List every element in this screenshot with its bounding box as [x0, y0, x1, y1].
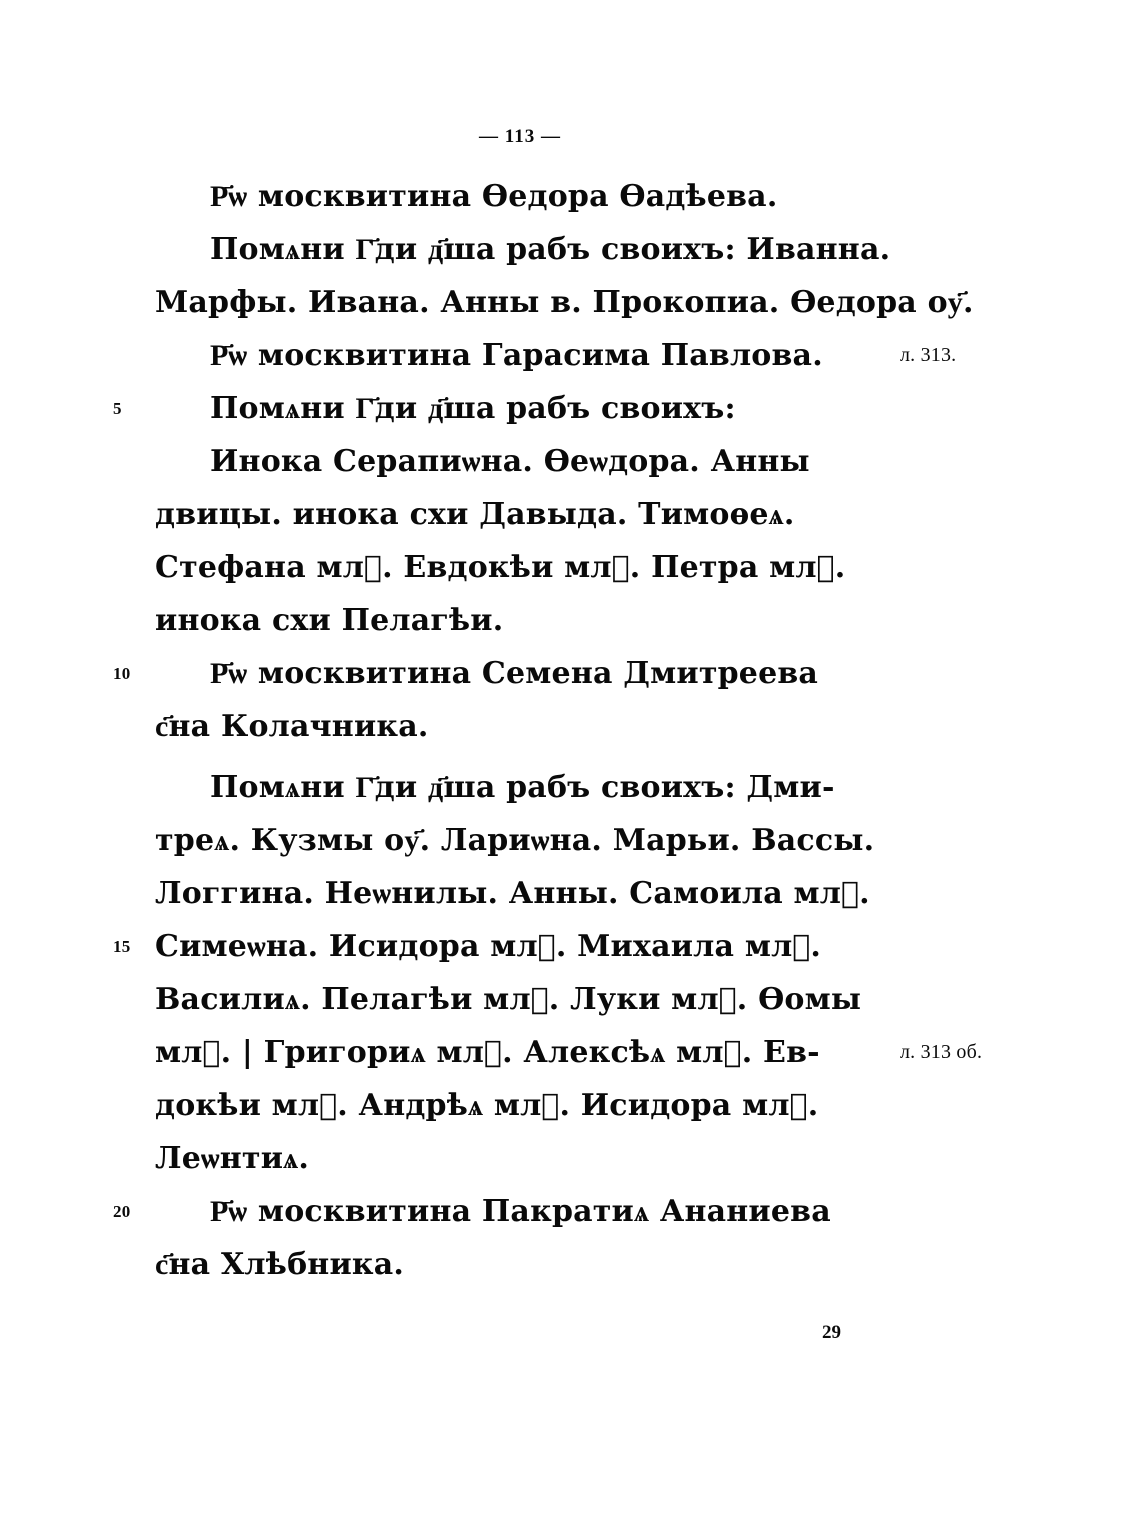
text-line [155, 276, 974, 329]
text-body [113, 170, 983, 1291]
text-line [155, 329, 957, 382]
text-line [155, 700, 885, 753]
line-number: 15 [113, 937, 131, 956]
line-text: Стефана млⷣ. Евдокѣи млⷣ. Петра млⷣ. [155, 550, 846, 585]
folio-reference: л. 313. [900, 344, 957, 366]
text-line [155, 973, 885, 1026]
text-line [155, 1079, 885, 1132]
line-text: Помѧни Г҃ди д҃ша рабъ своихъ: Дми- [210, 770, 835, 805]
text-line [155, 435, 885, 488]
text-line [155, 223, 891, 276]
line-text: Р҃ѡ москвитина Пакратиѧ Ананиева [210, 1194, 831, 1229]
line-text: с҃на Хлѣбника. [155, 1247, 405, 1282]
line-number: 20 [113, 1202, 131, 1221]
text-line [155, 1238, 885, 1291]
line-text: Леѡнтиѧ. [155, 1141, 310, 1176]
line-text: Р҃ѡ москвитина Гарасима Павлова. [210, 338, 823, 373]
line-text: Р҃ѡ москвитина Ѳедора Ѳадѣева. [210, 179, 778, 214]
line-text: Василиѧ. Пелагѣи млⷣ. Луки млⷣ. Ѳомы [155, 982, 862, 1017]
text-line [155, 1026, 983, 1079]
line-text: двицы. инока схи Давыда. Тимоѳеѧ. [155, 497, 795, 532]
text-line [155, 814, 885, 867]
line-text: Помѧни Г҃ди д҃ша рабъ своихъ: [210, 391, 736, 426]
line-text: Симеѡна. Исидора млⷣ. Михаила млⷣ. [155, 929, 822, 964]
line-number: 5 [113, 399, 122, 418]
page-number: — 113 — [479, 126, 561, 147]
text-line [113, 1185, 885, 1238]
text-line [155, 1132, 885, 1185]
text-line [113, 647, 885, 700]
line-text: Р҃ѡ москвитина Семена Дмитреева [210, 656, 819, 691]
line-text: Помѧни Г҃ди д҃ша рабъ своихъ: Иванна. [210, 232, 891, 267]
text-line [155, 541, 885, 594]
text-line [155, 488, 885, 541]
line-text: млⷣ. | Григориѧ млⷣ. Алексѣѧ млⷣ. Ев- [155, 1035, 820, 1070]
text-line [155, 594, 885, 647]
text-line [113, 382, 885, 435]
line-text: Марфы. Ивана. Анны в. Прокопиа. Ѳедора оу҃. [155, 285, 974, 320]
text-line [155, 867, 885, 920]
line-text: с҃на Колачника. [155, 709, 429, 744]
line-text: треѧ. Кузмы оу҃. Лариѡна. Марьи. Вассы. [155, 823, 875, 858]
text-line [113, 920, 885, 973]
signature-mark: 29 [822, 1322, 841, 1343]
line-text: Инока Серапиѡна. Ѳеѡдора. Анны [210, 444, 810, 479]
text-line [155, 761, 885, 814]
line-text: докѣи млⷣ. Андрѣѧ млⷣ. Исидора млⷣ. [155, 1088, 819, 1123]
line-text: инока схи Пелагѣи. [155, 603, 504, 638]
text-line [155, 170, 885, 223]
folio-reference: л. 313 об. [900, 1041, 983, 1063]
line-number: 10 [113, 664, 131, 683]
line-text: Логгина. Неѡнилы. Анны. Самоила млⷣ. [155, 876, 870, 911]
